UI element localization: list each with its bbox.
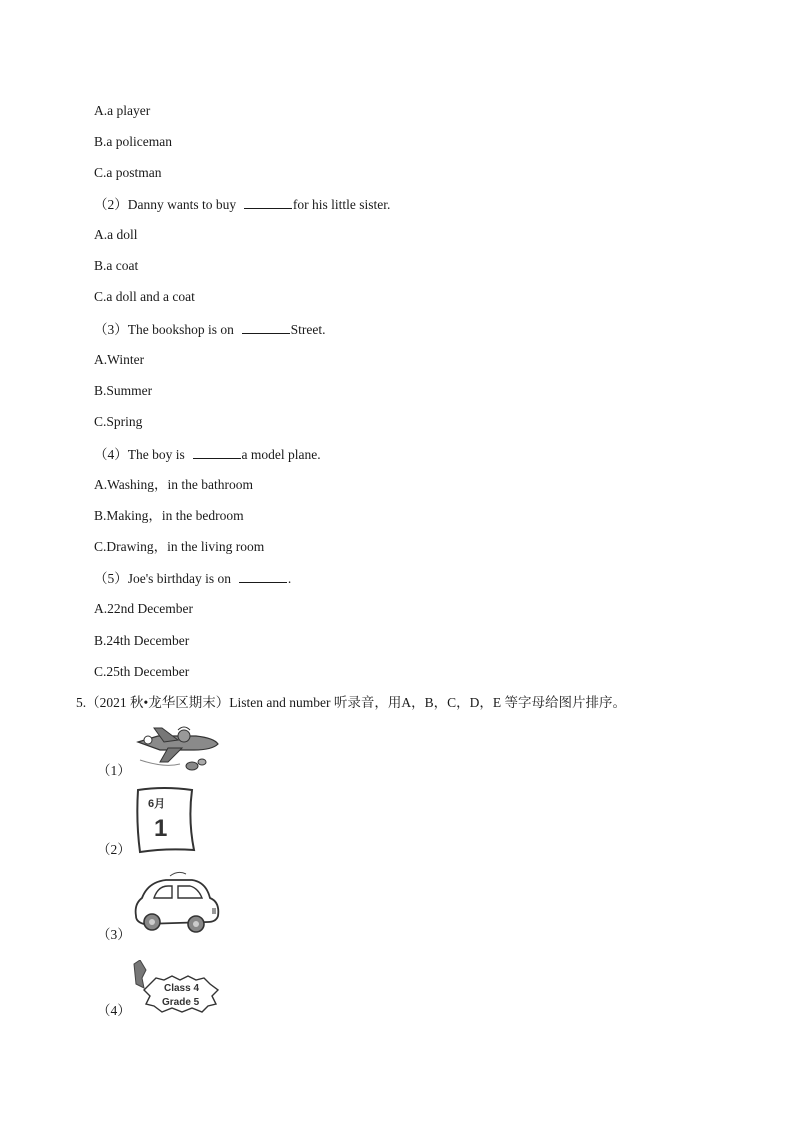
question-5-header: 5.（2021 秋•龙华区期末）Listen and number 听录音，用A，B，C，D，E 等字母给图片排序。 bbox=[76, 695, 626, 710]
option-c: C.25th December bbox=[94, 664, 190, 679]
option-b: B.Making，in the bedroom bbox=[94, 508, 244, 523]
plane-icon bbox=[134, 724, 220, 774]
option-a: A.Winter bbox=[94, 352, 145, 367]
item-3-label: （3） bbox=[97, 927, 131, 942]
car-icon bbox=[132, 868, 222, 934]
question-4: （4）The boy is a model plane. bbox=[94, 447, 321, 462]
question-5-sub: （5）Joe's birthday is on . bbox=[94, 571, 292, 586]
option-a: A.22nd December bbox=[94, 601, 193, 616]
answer-blank bbox=[242, 321, 290, 334]
option-c: C.a doll and a coat bbox=[94, 289, 195, 304]
option-b: B.a coat bbox=[94, 258, 139, 273]
question-3: （3）The bookshop is on Street. bbox=[94, 322, 326, 337]
option-c: C.Drawing，in the living room bbox=[94, 539, 265, 554]
class-sign-icon bbox=[130, 960, 222, 1014]
calendar-icon bbox=[134, 786, 198, 854]
option-b: B.Summer bbox=[94, 383, 153, 398]
item-2-label: （2） bbox=[97, 842, 131, 857]
calendar-day: 1 bbox=[154, 815, 168, 842]
sign-line-2: Grade 5 bbox=[162, 997, 200, 1008]
sign-line-1: Class 4 bbox=[164, 983, 200, 994]
item-4-label: （4） bbox=[97, 1003, 131, 1018]
answer-blank bbox=[244, 196, 292, 209]
option-c: C.Spring bbox=[94, 414, 143, 429]
calendar-month: 6月 bbox=[148, 798, 166, 810]
option-c: C.a postman bbox=[94, 165, 162, 180]
option-b: B.a policeman bbox=[94, 134, 172, 149]
answer-blank bbox=[239, 570, 287, 583]
item-1-label: （1） bbox=[97, 763, 131, 778]
question-2: （2）Danny wants to buy for his little sister. bbox=[94, 197, 391, 212]
answer-blank bbox=[193, 446, 241, 459]
option-a: A.a player bbox=[94, 103, 151, 118]
option-a: A.Washing，in the bathroom bbox=[94, 477, 254, 492]
option-a: A.a doll bbox=[94, 227, 138, 242]
option-b: B.24th December bbox=[94, 633, 190, 648]
